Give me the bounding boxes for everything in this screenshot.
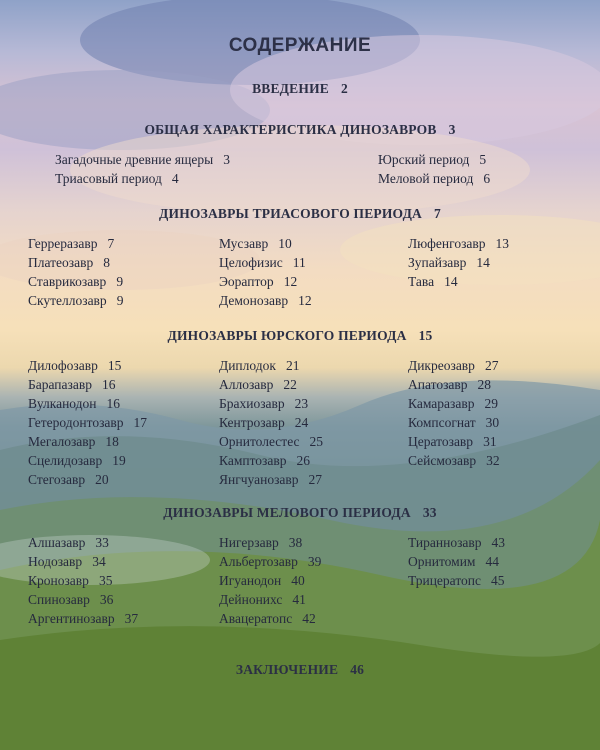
toc-entry xyxy=(28,255,110,271)
toc-entry xyxy=(219,611,316,627)
entry-label: Триасовый период xyxy=(55,171,162,186)
entry-label: Гетеродонтозавр xyxy=(28,415,124,430)
toc-entry xyxy=(219,236,292,252)
entry-label: Аргентинозавр xyxy=(28,611,115,626)
entry-label: Загадочные древние ящеры xyxy=(55,152,214,167)
entry-label: Вулканодон xyxy=(28,396,97,411)
entry-page: 30 xyxy=(485,415,500,430)
entry-label: ЗАКЛЮЧЕНИЕ xyxy=(235,662,339,677)
entry-page: 46 xyxy=(350,662,365,677)
entry-label: Платеозавр xyxy=(28,255,94,270)
entry-label: Апатозавр xyxy=(408,377,468,392)
entry-label: Игуанодон xyxy=(219,573,282,588)
entry-label: Альбертозавр xyxy=(219,554,298,569)
entry-page: 34 xyxy=(92,554,106,569)
entry-page: 27 xyxy=(484,358,499,373)
entry-label: Демонозавр xyxy=(219,293,289,308)
entry-label: Мусзавр xyxy=(219,236,269,251)
entry-label: Дикреозавр xyxy=(408,358,475,373)
toc-entry xyxy=(28,554,106,570)
entry-label: Стегозавр xyxy=(28,472,86,487)
entry-page: 26 xyxy=(296,453,311,468)
toc-entry xyxy=(28,472,109,488)
toc-entry xyxy=(219,358,299,374)
section-heading-jurassic xyxy=(0,328,600,344)
entry-label: Тава xyxy=(408,274,435,289)
section-label: ДИНОЗАВРЫ ЮРСКОГО ПЕРИОДА xyxy=(167,328,407,343)
entry-page: 14 xyxy=(444,274,458,289)
section-heading-general xyxy=(0,122,600,138)
toc-entry xyxy=(28,535,109,551)
toc-entry xyxy=(55,152,230,168)
toc-entry xyxy=(219,472,322,488)
entry-page: 40 xyxy=(291,573,305,588)
toc-entry xyxy=(28,236,114,252)
entry-label: Камптозавр xyxy=(219,453,287,468)
entry-label: Сцелидозавр xyxy=(28,453,103,468)
entry-label: Цератозавр xyxy=(408,434,474,449)
toc-entry xyxy=(219,396,308,412)
toc-entry xyxy=(219,293,312,309)
entry-label: Диплодок xyxy=(219,358,276,373)
toc-entry xyxy=(408,535,505,551)
entry-page: 13 xyxy=(495,236,510,251)
toc-entry xyxy=(28,573,112,589)
entry-label: Кронозавр xyxy=(28,573,89,588)
entry-label: Спинозавр xyxy=(28,592,90,607)
entry-label: Авацератопс xyxy=(219,611,293,626)
entry-label: Кентрозавр xyxy=(219,415,285,430)
toc-entry xyxy=(408,236,509,252)
entry-page: 29 xyxy=(484,396,498,411)
entry-label: Зупайзавр xyxy=(408,255,467,270)
entry-page: 16 xyxy=(106,396,120,411)
entry-label: Герреразавр xyxy=(28,236,98,251)
entry-label: Ставрикозавр xyxy=(28,274,107,289)
entry-page: 43 xyxy=(491,535,506,550)
entry-page: 9 xyxy=(116,293,124,308)
entry-page: 15 xyxy=(107,358,122,373)
entry-page: 24 xyxy=(294,415,309,430)
entry-label: Сейсмозавр xyxy=(408,453,477,468)
entry-label: Орнитомим xyxy=(408,554,476,569)
entry-page: 22 xyxy=(283,377,297,392)
toc-entry xyxy=(28,415,147,431)
entry-label: Трицератопс xyxy=(408,573,482,588)
section-page: 15 xyxy=(418,328,433,343)
entry-page: 11 xyxy=(292,255,306,270)
toc-entry xyxy=(408,396,498,412)
entry-label: Нигерзавр xyxy=(219,535,279,550)
entry-label: Алшазавр xyxy=(28,535,86,550)
entry-page: 12 xyxy=(298,293,312,308)
entry-label: Орнитолестес xyxy=(219,434,300,449)
entry-page: 36 xyxy=(99,592,114,607)
entry-page: 27 xyxy=(308,472,323,487)
entry-label: Юрский период xyxy=(378,152,470,167)
toc-entry xyxy=(408,377,491,393)
entry-label: Эораптор xyxy=(219,274,274,289)
entry-page: 18 xyxy=(105,434,119,449)
toc-entry xyxy=(408,415,499,431)
toc-entry-introduction xyxy=(0,81,600,97)
toc-entry xyxy=(219,592,306,608)
toc-entry xyxy=(408,453,500,469)
entry-page: 12 xyxy=(283,274,298,289)
entry-page: 32 xyxy=(486,453,500,468)
toc-entry xyxy=(28,377,115,393)
entry-page: 39 xyxy=(307,554,322,569)
entry-label: Янгчуанозавр xyxy=(219,472,299,487)
entry-label: Аллозавр xyxy=(219,377,274,392)
toc-entry xyxy=(219,453,310,469)
entry-page: 35 xyxy=(98,573,113,588)
entry-label: Барапазавр xyxy=(28,377,92,392)
toc-entry xyxy=(378,171,490,187)
entry-page: 23 xyxy=(294,396,309,411)
entry-label: Дилофозавр xyxy=(28,358,98,373)
section-page: 7 xyxy=(434,206,441,221)
section-label: ДИНОЗАВРЫ МЕЛОВОГО ПЕРИОДА xyxy=(163,505,411,520)
entry-page: 44 xyxy=(485,554,499,569)
entry-page: 10 xyxy=(278,236,292,251)
toc-entry xyxy=(219,535,302,551)
toc-entry xyxy=(28,358,121,374)
toc-entry xyxy=(219,274,297,290)
entry-label: Скутеллозавр xyxy=(28,293,107,308)
entry-label: ВВЕДЕНИЕ xyxy=(252,81,329,96)
toc-entry xyxy=(219,573,305,589)
entry-page: 37 xyxy=(124,611,139,626)
entry-page: 17 xyxy=(133,415,148,430)
toc-entry xyxy=(408,255,490,271)
toc-entry xyxy=(28,611,138,627)
entry-label: Компсогнат xyxy=(408,415,476,430)
toc-entry xyxy=(408,573,505,589)
entry-page: 21 xyxy=(285,358,300,373)
section-heading-cretaceous xyxy=(0,505,600,521)
toc-entry-conclusion xyxy=(0,662,600,678)
entry-label: Дейнонихс xyxy=(219,592,283,607)
entry-page: 38 xyxy=(288,535,303,550)
entry-page: 33 xyxy=(95,535,109,550)
toc-entry xyxy=(28,293,123,309)
entry-page: 20 xyxy=(95,472,109,487)
toc-entry xyxy=(28,453,126,469)
entry-page: 25 xyxy=(309,434,324,449)
entry-page: 16 xyxy=(101,377,116,392)
toc-entry xyxy=(55,171,179,187)
entry-page: 7 xyxy=(107,236,115,251)
toc-entry xyxy=(408,358,498,374)
toc-entry xyxy=(219,434,323,450)
entry-page: 41 xyxy=(292,592,306,607)
toc-entry xyxy=(28,274,123,290)
toc-entry xyxy=(28,396,120,412)
entry-label: Тираннозавр xyxy=(408,535,482,550)
toc-entry xyxy=(219,415,308,431)
entry-label: Брахиозавр xyxy=(219,396,285,411)
entry-page: 31 xyxy=(483,434,497,449)
section-label: ОБЩАЯ ХАРАКТЕРИСТИКА ДИНОЗАВРОВ xyxy=(144,122,437,137)
entry-page: 3 xyxy=(223,152,230,167)
entry-page: 28 xyxy=(477,377,492,392)
toc-entry xyxy=(219,255,306,271)
entry-page: 9 xyxy=(116,274,124,289)
entry-page: 14 xyxy=(476,255,490,270)
section-page: 33 xyxy=(422,505,437,520)
toc-entry xyxy=(408,274,458,290)
entry-page: 8 xyxy=(103,255,110,270)
entry-label: Люфенгозавр xyxy=(408,236,486,251)
toc-entry xyxy=(219,377,297,393)
entry-label: Мегалозавр xyxy=(28,434,96,449)
entry-page: 2 xyxy=(340,81,348,96)
toc-entry xyxy=(28,592,113,608)
entry-page: 4 xyxy=(171,171,179,186)
entry-label: Нодозавр xyxy=(28,554,83,569)
toc-entry xyxy=(408,434,497,450)
entry-label: Меловой период xyxy=(378,171,474,186)
toc-entry xyxy=(219,554,321,570)
toc-entry xyxy=(28,434,119,450)
section-page: 3 xyxy=(448,122,456,137)
toc-entry xyxy=(408,554,499,570)
entry-page: 45 xyxy=(491,573,505,588)
entry-page: 19 xyxy=(112,453,126,468)
entry-label: Камаразавр xyxy=(408,396,475,411)
entry-page: 5 xyxy=(479,152,487,167)
entry-label: Целофизис xyxy=(219,255,283,270)
section-heading-triassic xyxy=(0,206,600,222)
section-label: ДИНОЗАВРЫ ТРИАСОВОГО ПЕРИОДА xyxy=(159,206,423,221)
entry-page: 6 xyxy=(483,171,491,186)
entry-page: 42 xyxy=(302,611,316,626)
page-title: СОДЕРЖАНИЕ xyxy=(228,35,372,56)
toc-entry xyxy=(378,152,486,168)
